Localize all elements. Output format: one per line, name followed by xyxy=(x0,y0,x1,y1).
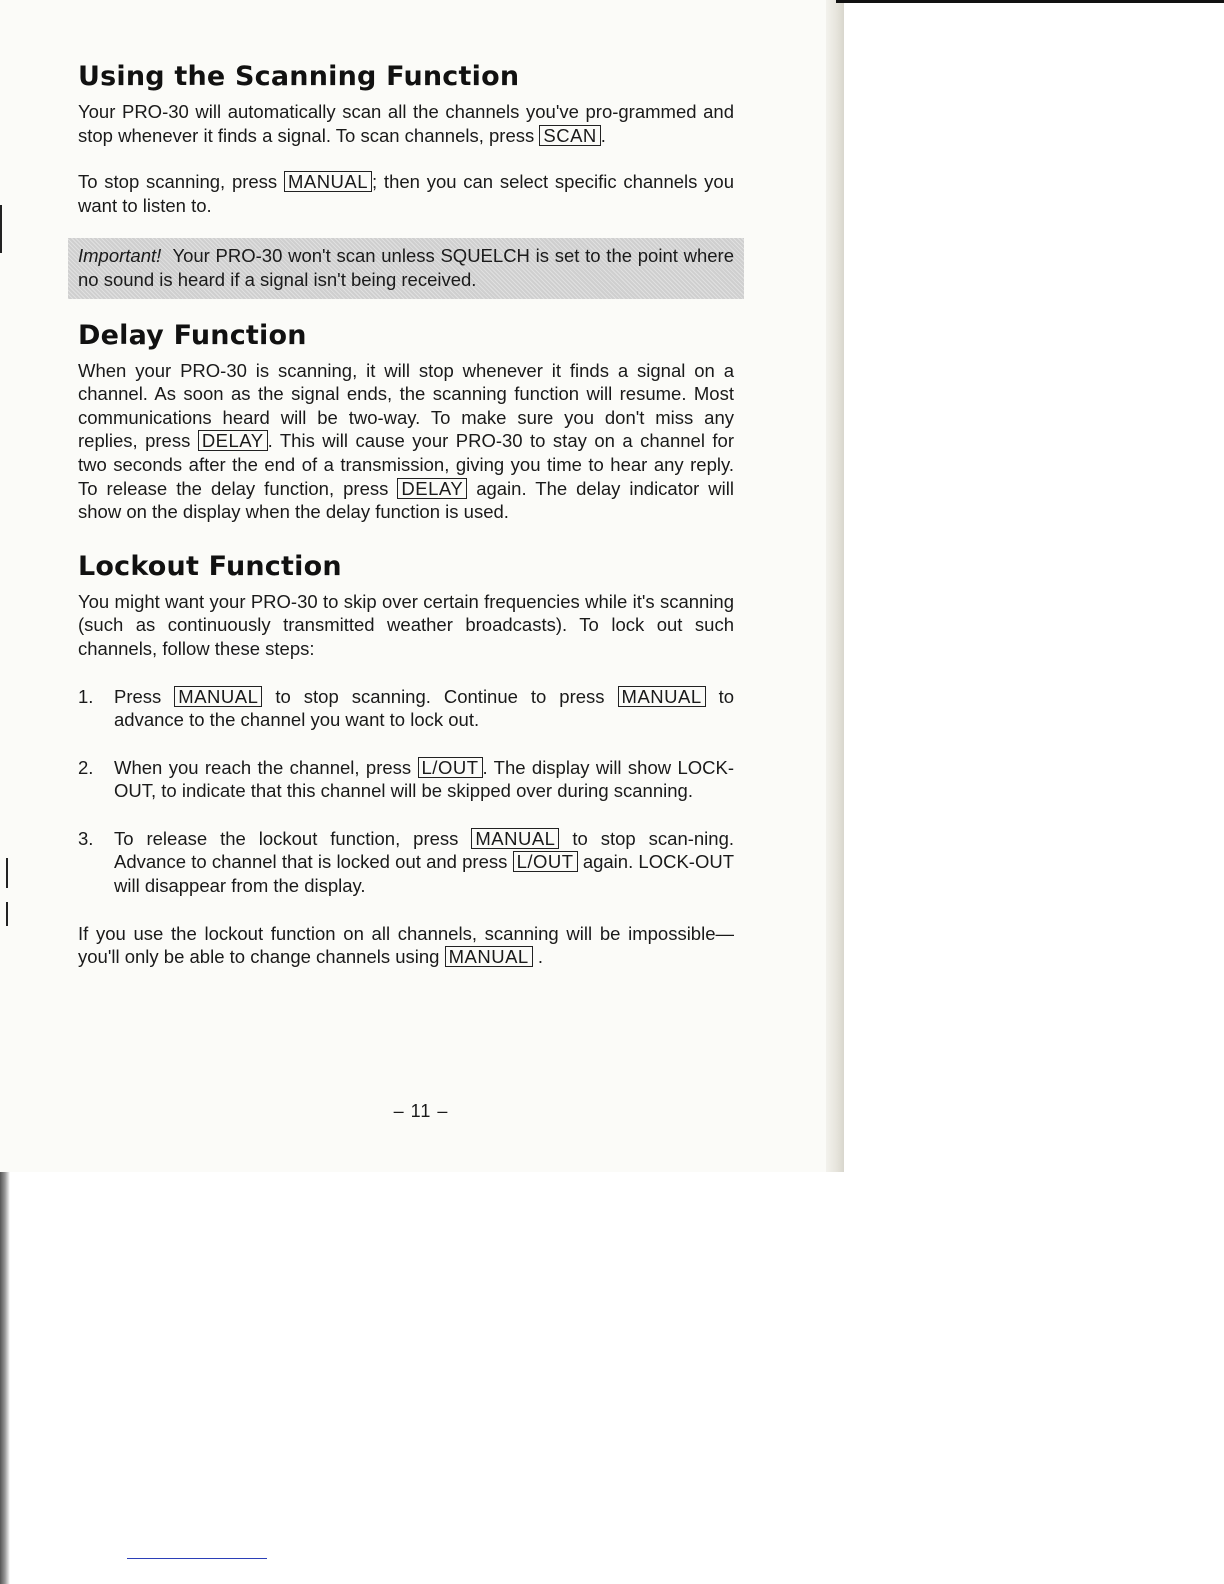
paragraph-text: ; then you can select specific channels you want to listen to. xyxy=(78,171,734,216)
binding-mark xyxy=(0,205,2,253)
binding-mark xyxy=(6,902,8,926)
manual-key: MANUAL xyxy=(618,686,706,707)
manual-key: MANUAL xyxy=(284,171,372,192)
scan-key: SCAN xyxy=(539,125,600,146)
manual-key: MANUAL xyxy=(445,946,533,967)
paragraph-text: to stop scanning. Continue to press xyxy=(275,685,605,707)
delay-section xyxy=(78,319,734,524)
lout-key: L/OUT xyxy=(418,757,483,778)
important-label: Important! xyxy=(78,245,162,267)
lockout-steps xyxy=(78,685,734,898)
paragraph-text: Your PRO-30 will automatically scan all the channels you've pro-grammed and stop whenever it finds a signal. To scan channels, press xyxy=(78,101,734,146)
paragraph-text: again. The delay indicator will show on the display when the delay function is used. xyxy=(78,477,734,523)
manual-key: MANUAL xyxy=(471,828,559,849)
scan-shadow xyxy=(0,1172,10,1584)
step-number: 3. xyxy=(78,827,94,849)
lockout-intro: You might want your PRO-30 to skip over certain frequencies while it's scanning (such as continuously transmitted weather broadcasts). To lock out such channels, follow these steps: xyxy=(78,590,734,659)
paragraph-text: To stop scanning, press xyxy=(78,171,278,193)
list-item xyxy=(78,827,734,898)
important-note xyxy=(68,238,744,298)
delay-key: DELAY xyxy=(198,430,268,451)
list-item xyxy=(78,756,734,803)
paragraph-text: . xyxy=(537,946,543,968)
paragraph-text: again. LOCK-OUT will disappear from the display. xyxy=(114,851,735,897)
paragraph-text: Press xyxy=(114,685,162,707)
important-text: Your PRO-30 won't scan unless SQUELCH is set to the point where no sound is heard if a signal isn't being received. xyxy=(78,245,734,290)
section-title-lockout: Lockout Function xyxy=(78,550,342,582)
paragraph-text: . The display will show LOCK-OUT, to indicate that this channel will be skipped over during scanning. xyxy=(114,756,734,802)
paragraph-text: If you use the lockout function on all channels, scanning will be impossible—you'll only be able to change channels using xyxy=(78,922,734,968)
delay-key: DELAY xyxy=(397,478,467,499)
scan-artifact-line xyxy=(127,1558,267,1559)
page-edge-line xyxy=(836,0,1224,3)
manual-key: MANUAL xyxy=(174,686,262,707)
step-number: 2. xyxy=(78,756,94,778)
paragraph-text: . This will cause your PRO-30 to stay on a channel for two seconds after the end of a transmission, giving you time to hear any reply. To release the delay function, press xyxy=(78,430,734,499)
scanning-section xyxy=(78,60,734,299)
list-item xyxy=(78,685,734,732)
section-title-delay: Delay Function xyxy=(78,319,307,351)
paragraph-text: When your PRO-30 is scanning, it will stop whenever it finds a signal on a channel. As soon as the signal ends, the scanning function will resume. Most communications heard will be two-way. To make sure you don't miss any replies, press xyxy=(78,359,734,452)
scanning-paragraph xyxy=(78,100,734,147)
lockout-section xyxy=(78,550,734,969)
stop-scanning-paragraph xyxy=(78,170,734,217)
paragraph-text: When you reach the channel, press xyxy=(114,756,412,778)
page-edge-shadow xyxy=(826,0,844,1172)
delay-paragraph xyxy=(78,359,734,524)
lout-key: L/OUT xyxy=(513,851,578,872)
binding-mark xyxy=(6,858,8,888)
lockout-final-paragraph xyxy=(78,922,734,969)
paragraph-text: to advance to the channel you want to lock out. xyxy=(114,685,735,731)
step-number: 1. xyxy=(78,685,94,707)
paragraph-text: . xyxy=(600,124,606,146)
paragraph-text: to stop scan-ning. Advance to channel that is locked out and press xyxy=(114,827,735,873)
section-title-scanning: Using the Scanning Function xyxy=(78,61,520,92)
page-number: – 11 – xyxy=(393,1101,449,1121)
paragraph-text: To release the lockout function, press xyxy=(114,827,459,849)
page-content xyxy=(78,60,734,969)
